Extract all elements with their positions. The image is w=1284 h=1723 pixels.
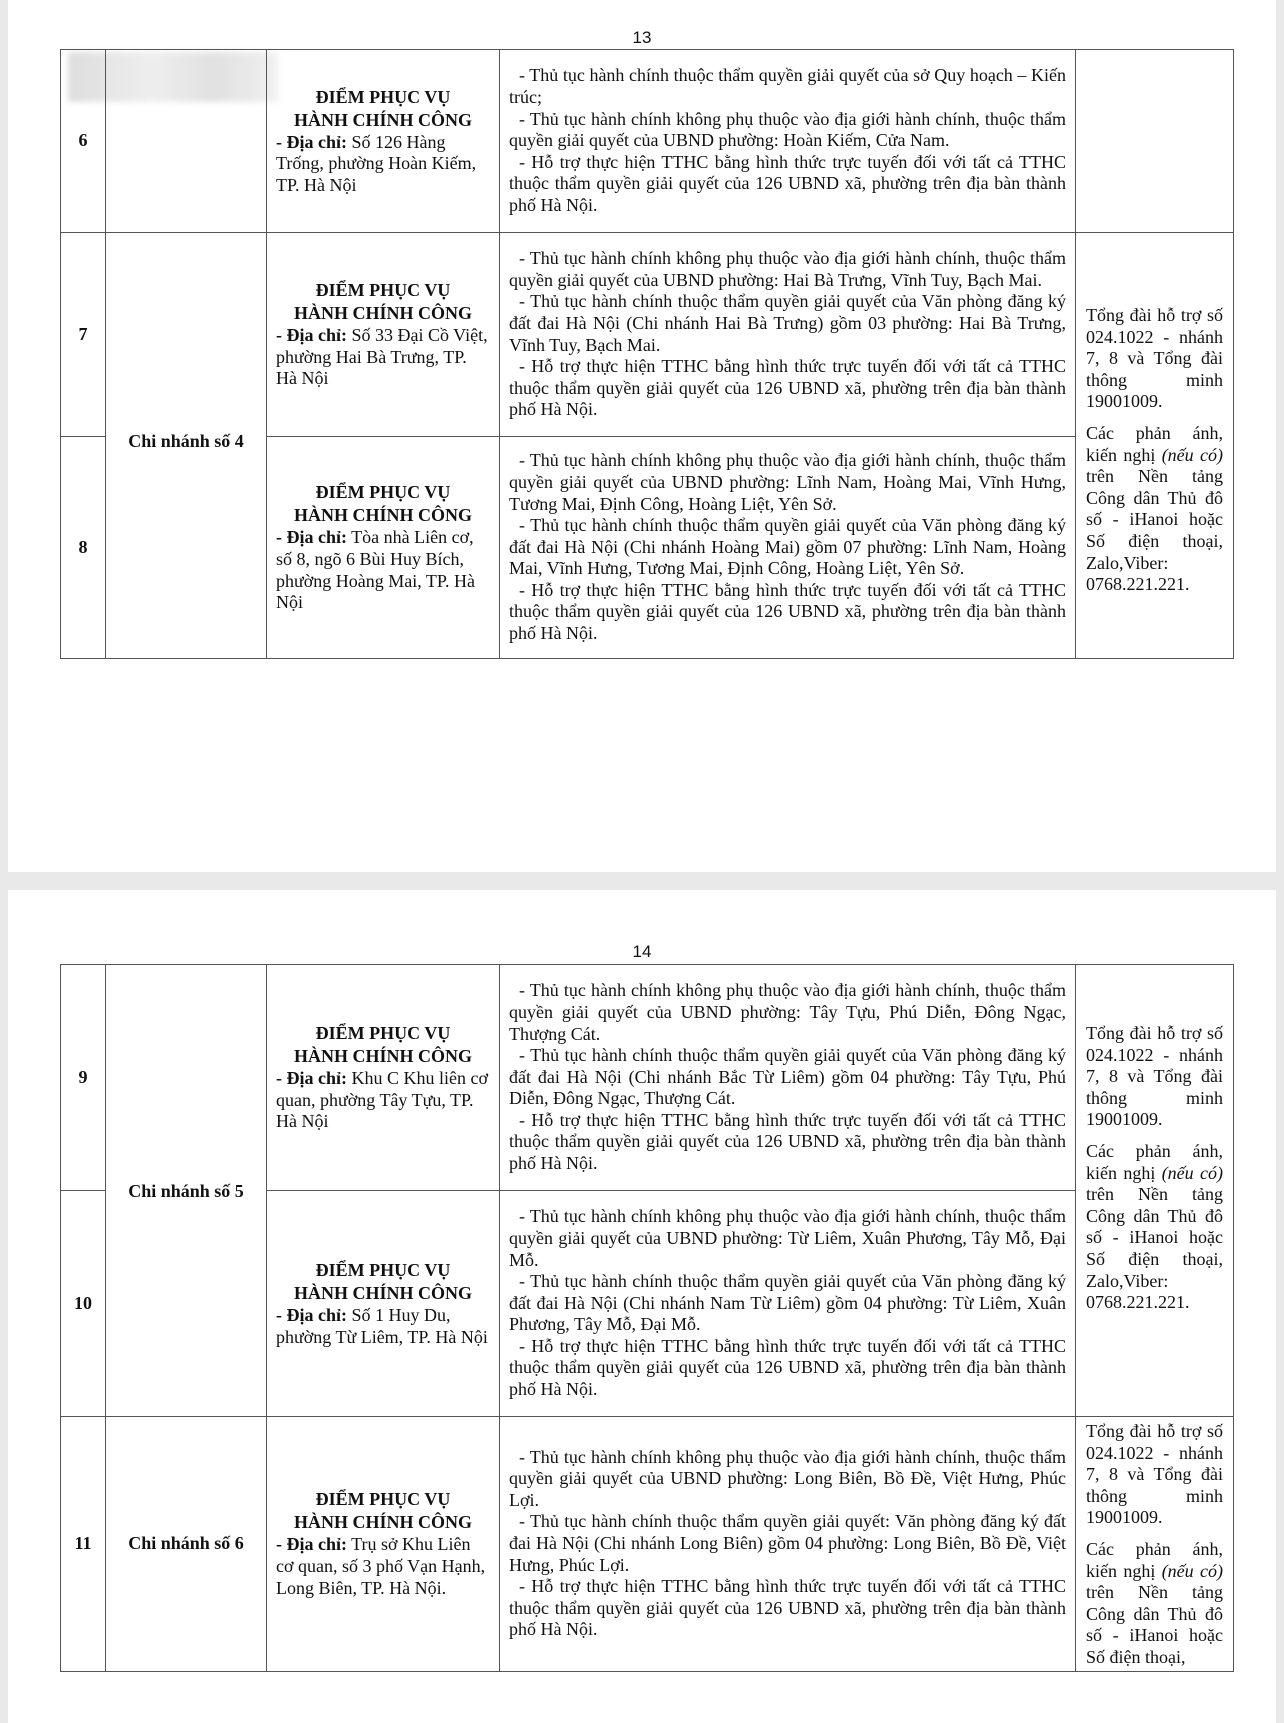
row-number: 8	[61, 437, 106, 659]
service-point-cell	[267, 50, 500, 233]
procedure-item: - Thủ tục hành chính không phụ thuộc vào địa giới hành chính, thuộc thẩm quyền giải quyết của UBND phường: Lĩnh Nam, Hoàng Mai, Vĩnh Hưng, Tương Mai, Định Công, Hoàng Liệt, Yên Sở.	[509, 450, 1066, 514]
row-number: 10	[61, 1191, 106, 1417]
support-cell-empty	[1076, 50, 1234, 233]
support-hotline: Tổng đài hỗ trợ số 024.1022 - nhánh 7, 8 và Tổng đài thông minh 19001009.	[1086, 305, 1223, 412]
service-point-cell	[267, 1191, 500, 1417]
procedure-item: - Hỗ trợ thực hiện TTHC bằng hình thức trực tuyến đối với tất cả TTHC thuộc thẩm quyền giải quyết của 126 UBND xã, phường trên địa bàn thành phố Hà Nội.	[509, 1335, 1066, 1400]
procedure-item: - Thủ tục hành chính thuộc thẩm quyền giải quyết của Văn phòng đăng ký đất đai Hà Nội (Chi nhánh Nam Từ Liêm) gồm 04 phường: Từ Liêm, Xuân Phương, Tây Mỗ, Đại Mỗ.	[509, 1271, 1066, 1335]
procedures-cell	[500, 233, 1076, 437]
branch-name: Chi nhánh số 5	[106, 965, 267, 1417]
service-point-title: ĐIỂM PHỤC VỤ HÀNH CHÍNH CÔNG	[293, 1259, 472, 1303]
procedure-item: - Thủ tục hành chính không phụ thuộc vào địa giới hành chính, thuộc thẩm quyền giải quyết của UBND phường: Tây Tựu, Phú Diễn, Đông Ngạc, Thượng Cát.	[509, 980, 1066, 1044]
table-row	[61, 50, 1234, 233]
service-point-address: - Địa chỉ: Tòa nhà Liên cơ, số 8, ngõ 6 Bùi Huy Bích, phường Hoàng Mai, TP. Hà Nội	[276, 527, 475, 613]
service-points-table	[60, 49, 1234, 659]
service-point-address: - Địa chỉ: Số 1 Huy Du, phường Từ Liêm, TP. Hà Nội	[276, 1304, 488, 1347]
support-contact-cell	[1076, 965, 1234, 1417]
procedures-cell	[500, 50, 1076, 233]
branch-cell-empty	[106, 50, 267, 233]
page-number: 14	[632, 942, 652, 961]
procedures-cell	[500, 1417, 1076, 1672]
document-page-14	[8, 890, 1276, 1723]
procedure-item: - Hỗ trợ thực hiện TTHC bằng hình thức trực tuyến đối với tất cả TTHC thuộc thẩm quyền giải quyết của 126 UBND xã, phường trên địa bàn thành phố Hà Nội.	[509, 356, 1066, 420]
service-point-cell	[267, 233, 500, 437]
table-row	[61, 233, 1234, 437]
page-number: 13	[632, 28, 652, 47]
service-point-cell	[267, 437, 500, 659]
support-contact-cell	[1076, 233, 1234, 659]
service-point-title: ĐIỂM PHỤC VỤ HÀNH CHÍNH CÔNG	[293, 1489, 472, 1533]
service-point-title: ĐIỂM PHỤC VỤ HÀNH CHÍNH CÔNG	[293, 86, 472, 130]
row-number: 7	[61, 233, 106, 437]
service-point-cell	[267, 965, 500, 1191]
procedure-item: - Thủ tục hành chính không phụ thuộc vào địa giới hành chính, thuộc thẩm quyền giải quyết của UBND phường: Từ Liêm, Xuân Phương, Tây Mỗ, Đại Mỗ.	[509, 1206, 1066, 1270]
service-point-title: ĐIỂM PHỤC VỤ HÀNH CHÍNH CÔNG	[293, 280, 472, 324]
procedure-item: - Thủ tục hành chính thuộc thẩm quyền giải quyết của sở Quy hoạch – Kiến trúc;	[509, 65, 1066, 108]
service-points-table	[60, 964, 1234, 1672]
support-hotline: Tổng đài hỗ trợ số 024.1022 - nhánh 7, 8 và Tổng đài thông minh 19001009.	[1086, 1023, 1223, 1130]
support-contact-cell	[1076, 1417, 1234, 1672]
procedure-item: - Hỗ trợ thực hiện TTHC bằng hình thức trực tuyến đối với tất cả TTHC thuộc thẩm quyền giải quyết của 126 UBND xã, phường trên địa bàn thành phố Hà Nội.	[509, 1109, 1066, 1174]
procedure-item: - Thủ tục hành chính không phụ thuộc vào địa giới hành chính, thuộc thẩm quyền giải quyết của UBND phường: Hai Bà Trưng, Vĩnh Tuy, Bạch Mai.	[509, 248, 1066, 290]
procedure-item: - Thủ tục hành chính không phụ thuộc vào địa giới hành chính, thuộc thẩm quyền giải quyết của UBND phường: Long Biên, Bồ Đề, Việt Hưng, Phúc Lợi.	[509, 1446, 1066, 1510]
row-number: 6	[61, 50, 106, 233]
procedure-item: - Thủ tục hành chính thuộc thẩm quyền giải quyết của Văn phòng đăng ký đất đai Hà Nội (Chi nhánh Bắc Từ Liêm) gồm 04 phường: Tây Tựu, Phú Diễn, Đông Ngạc, Thượng Cát.	[509, 1045, 1066, 1109]
service-point-address: - Địa chỉ: Số 126 Hàng Trống, phường Hoàn Kiếm, TP. Hà Nội	[276, 131, 477, 195]
branch-name: Chi nhánh số 6	[106, 1417, 267, 1672]
procedure-item: - Thủ tục hành chính thuộc thẩm quyền giải quyết của Văn phòng đăng ký đất đai Hà Nội (Chi nhánh Hoàng Mai) gồm 07 phường: Lĩnh Nam, Hoàng Mai, Vĩnh Hưng, Tương Mai, Định Công, Hoàng Liệt, Yên Sở.	[509, 515, 1066, 579]
procedures-cell	[500, 965, 1076, 1191]
table-row	[61, 965, 1234, 1191]
support-hotline: Tổng đài hỗ trợ số 024.1022 - nhánh 7, 8 và Tổng đài thông minh 19001009.	[1086, 1421, 1223, 1528]
service-point-address: - Địa chỉ: Số 33 Đại Cồ Việt, phường Hai Bà Trưng, TP. Hà Nội	[276, 325, 488, 389]
service-point-address: - Địa chỉ: Khu C Khu liên cơ quan, phường Tây Tựu, TP. Hà Nội	[276, 1068, 489, 1132]
procedure-item: - Hỗ trợ thực hiện TTHC bằng hình thức trực tuyến đối với tất cả TTHC thuộc thẩm quyền giải quyết của 126 UBND xã, phường trên địa bàn thành phố Hà Nội.	[509, 579, 1066, 644]
row-number: 11	[61, 1417, 106, 1672]
support-feedback: Các phản ánh, kiến nghị (nếu có) trên Nền tảng Công dân Thủ đô số - iHanoi hoặc Số điện thoại,	[1086, 1538, 1223, 1667]
procedure-item: - Thủ tục hành chính thuộc thẩm quyền giải quyết: Văn phòng đăng ký đất đai Hà Nội (Chi nhánh Long Biên) gồm 04 phường: Long Biên, Bồ Đề, Việt Hưng, Phúc Lợi.	[509, 1511, 1066, 1575]
procedure-item: - Hỗ trợ thực hiện TTHC bằng hình thức trực tuyến đối với tất cả TTHC thuộc thẩm quyền giải quyết của 126 UBND xã, phường trên địa bàn thành phố Hà Nội.	[509, 151, 1066, 215]
service-point-title: ĐIỂM PHỤC VỤ HÀNH CHÍNH CÔNG	[293, 482, 472, 526]
support-feedback: Các phản ánh, kiến nghị (nếu có) trên Nền tảng Công dân Thủ đô số - iHanoi hoặc Số điện thoại, Zalo,Viber: 0768.221.221.	[1086, 1140, 1223, 1313]
service-point-title: ĐIỂM PHỤC VỤ HÀNH CHÍNH CÔNG	[293, 1023, 472, 1067]
procedures-cell	[500, 437, 1076, 659]
support-feedback: Các phản ánh, kiến nghị (nếu có) trên Nền tảng Công dân Thủ đô số - iHanoi hoặc Số điện thoại, Zalo,Viber: 0768.221.221.	[1086, 422, 1223, 595]
service-point-cell	[267, 1417, 500, 1672]
document-page-13	[8, 0, 1276, 872]
procedure-item: - Hỗ trợ thực hiện TTHC bằng hình thức trực tuyến đối với tất cả TTHC thuộc thẩm quyền giải quyết của 126 UBND xã, phường trên địa bàn thành phố Hà Nội.	[509, 1576, 1066, 1640]
table-row	[61, 1417, 1234, 1672]
service-point-address: - Địa chỉ: Trụ sở Khu Liên cơ quan, số 3 phố Vạn Hạnh, Long Biên, TP. Hà Nội.	[276, 1534, 486, 1598]
procedures-cell	[500, 1191, 1076, 1417]
procedure-item: - Thủ tục hành chính thuộc thẩm quyền giải quyết của Văn phòng đăng ký đất đai Hà Nội (Chi nhánh Hai Bà Trưng) gồm 03 phường: Hai Bà Trưng, Vĩnh Tuy, Bạch Mai.	[509, 291, 1066, 355]
procedure-item: - Thủ tục hành chính không phụ thuộc vào địa giới hành chính, thuộc thẩm quyền giải quyết của UBND phường: Hoàn Kiếm, Cửa Nam.	[509, 108, 1066, 151]
row-number: 9	[61, 965, 106, 1191]
branch-name: Chi nhánh số 4	[106, 233, 267, 659]
